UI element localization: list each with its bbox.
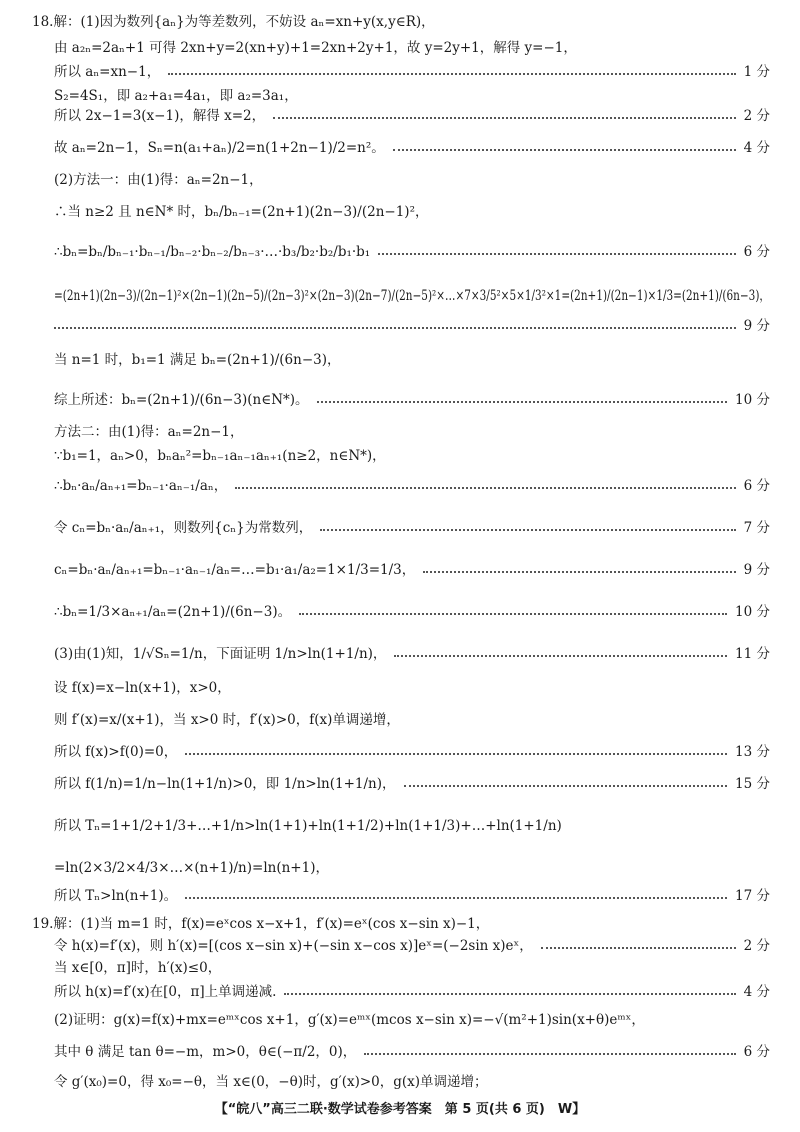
solution-line xyxy=(0,388,770,412)
leader-dots xyxy=(364,1053,736,1055)
solution-line xyxy=(0,856,770,880)
solution-text: 所以 Tₙ>ln(n+1)。 xyxy=(54,888,178,904)
solution-text: 所以 2x−1=3(x−1)，解得 x=2， xyxy=(54,108,266,124)
solution-line xyxy=(0,934,770,958)
solution-text: S₂=4S₁，即 a₂+a₁=4a₁，即 a₂=3a₁， xyxy=(54,88,298,104)
solution-text: 所以 f(1/n)=1/n−ln(1+1/n)>0，即 1/n>ln(1+1/n)， xyxy=(54,776,396,792)
solution-text: 设 f(x)=x−ln(x+1)，x>0， xyxy=(54,680,231,696)
solution-text: 18.解：(1)因为数列{aₙ}为等差数列，不妨设 aₙ=xn+y(x,y∈R)， xyxy=(32,14,435,30)
solution-line xyxy=(0,956,770,980)
solution-text: =ln(2×3/2×4/3×…×(n+1)/n)=ln(n+1)， xyxy=(54,860,329,876)
solution-line xyxy=(0,980,770,1004)
solution-text: 所以 aₙ=xn−1， xyxy=(54,64,161,80)
solution-line xyxy=(0,36,770,60)
leader-dots xyxy=(54,327,736,329)
solution-text: 令 h(x)=f′(x)，则 h′(x)=[(cos x−sin x)+(−sin x−cos x)]eˣ=(−2sin x)eˣ， xyxy=(54,938,533,954)
solution-line xyxy=(0,104,770,128)
score-mark: 6 分 xyxy=(743,1044,770,1060)
solution-line xyxy=(0,1008,770,1032)
solution-line xyxy=(0,60,770,84)
solution-text: ∴bₙ=bₙ/bₙ₋₁·bₙ₋₁/bₙ₋₂·bₙ₋₂/bₙ₋₃·…·b₃/b₂·b₂/b₁·b₁ xyxy=(54,244,371,260)
solution-text: 令 cₙ=bₙ·aₙ/aₙ₊₁，则数列{cₙ}为常数列， xyxy=(54,520,313,536)
solution-text: (3)由(1)知，1/√Sₙ=1/n，下面证明 1/n>ln(1+1/n)， xyxy=(54,646,387,662)
solution-line xyxy=(0,516,770,540)
leader-dots xyxy=(317,401,727,403)
solution-text: 19.解：(1)当 m=1 时，f(x)=eˣcos x−x+1，f′(x)=eˣ(cos x−sin x)−1， xyxy=(32,916,490,932)
solution-text: 当 n=1 时，b₁=1 满足 bₙ=(2n+1)/(6n−3)， xyxy=(54,352,341,368)
solution-line xyxy=(0,1040,770,1064)
solution-text: ∴bₙ·aₙ/aₙ₊₁=bₙ₋₁·aₙ₋₁/aₙ， xyxy=(54,478,228,494)
solution-text: 所以 Tₙ=1+1/2+1/3+…+1/n>ln(1+1)+ln(1+1/2)+ln(1+1/3)+…+ln(1+1/n) xyxy=(54,818,562,834)
solution-text: ∵b₁=1，aₙ>0，bₙaₙ²=bₙ₋₁aₙ₋₁aₙ₊₁(n≥2，n∈N*)， xyxy=(54,448,386,464)
solution-line xyxy=(0,284,770,308)
score-mark: 4 分 xyxy=(743,984,770,1000)
leader-dots xyxy=(185,897,727,899)
solution-line xyxy=(0,642,770,666)
solution-line xyxy=(0,314,770,338)
solution-line xyxy=(0,1070,770,1094)
solution-line xyxy=(0,600,770,624)
score-mark: 2 分 xyxy=(743,108,770,124)
solution-line xyxy=(0,740,770,764)
solution-line xyxy=(0,884,770,908)
solution-line xyxy=(0,474,770,498)
score-mark: 7 分 xyxy=(743,520,770,536)
solution-text: 令 g′(x₀)=0，得 x₀=−θ，当 x∈(0，−θ)时，g′(x)>0，g(x)单调递增； xyxy=(54,1074,488,1090)
leader-dots xyxy=(273,117,736,119)
leader-dots xyxy=(541,947,736,949)
solution-line xyxy=(0,444,770,468)
solution-line xyxy=(0,558,770,582)
solution-text: 则 f′(x)=x/(x+1)，当 x>0 时，f′(x)>0，f(x)单调递增， xyxy=(54,712,400,728)
solution-text: 所以 h(x)=f′(x)在[0，π]上单调递减. xyxy=(54,984,277,1000)
solution-line xyxy=(0,168,770,192)
solution-line xyxy=(0,240,770,264)
score-mark: 2 分 xyxy=(743,938,770,954)
score-mark: 9 分 xyxy=(743,562,770,578)
score-mark: 13 分 xyxy=(735,744,770,760)
solution-text: 方法二：由(1)得：aₙ=2n−1， xyxy=(54,424,244,440)
solution-line xyxy=(0,200,770,224)
solution-text: 综上所述：bₙ=(2n+1)/(6n−3)(n∈N*)。 xyxy=(54,392,309,408)
leader-dots xyxy=(284,993,736,995)
score-mark: 10 分 xyxy=(735,392,770,408)
solution-line xyxy=(0,676,770,700)
leader-dots xyxy=(423,571,736,573)
score-mark: 17 分 xyxy=(735,888,770,904)
score-mark: 15 分 xyxy=(735,776,770,792)
score-mark: 1 分 xyxy=(743,64,770,80)
solution-text: (2)方法一：由(1)得：aₙ=2n−1， xyxy=(54,172,263,188)
score-mark: 6 分 xyxy=(743,478,770,494)
leader-dots xyxy=(185,753,727,755)
solution-line xyxy=(0,420,770,444)
leader-dots xyxy=(168,73,736,75)
solution-line xyxy=(0,708,770,732)
score-mark: 6 分 xyxy=(743,244,770,260)
score-mark: 9 分 xyxy=(743,318,770,334)
solution-line xyxy=(0,772,770,796)
score-mark: 11 分 xyxy=(735,646,770,662)
leader-dots xyxy=(235,487,736,489)
solution-text: 故 aₙ=2n−1，Sₙ=n(a₁+aₙ)/2=n(1+2n−1)/2=n²。 xyxy=(54,140,385,156)
solution-text: ∴bₙ=1/3×aₙ₊₁/aₙ=(2n+1)/(6n−3)。 xyxy=(54,604,292,620)
solution-text: =(2n+1)(2n−3)/(2n−1)²×(2n−1)(2n−5)/(2n−3)²×(2n−3)(2n−7)/(2n−5)²×…×7×3/5²×5×1/3²×1=(2n+1)/(2n−1)×1/3=(2n+1)/(6n−3)， xyxy=(54,288,770,304)
score-mark: 10 分 xyxy=(735,604,770,620)
solution-text: (2)证明：g(x)=f(x)+mx=eᵐˣcos x+1，g′(x)=eᵐˣ(mcos x−sin x)=−√(m²+1)sin(x+θ)eᵐˣ， xyxy=(54,1012,645,1028)
solution-text: 由 a₂ₙ=2aₙ+1 可得 2xn+y=2(xn+y)+1=2xn+2y+1，故 y=2y+1，解得 y=−1， xyxy=(54,40,577,56)
leader-dots xyxy=(394,655,727,657)
leader-dots xyxy=(393,149,736,151)
solution-text: 所以 f(x)>f(0)=0， xyxy=(54,744,178,760)
score-mark: 4 分 xyxy=(743,140,770,156)
leader-dots xyxy=(404,785,727,787)
solution-line xyxy=(0,814,770,838)
solution-line xyxy=(0,10,770,34)
solution-text: 其中 θ 满足 tan θ=−m，m>0，θ∈(−π/2，0)， xyxy=(54,1044,357,1060)
solution-line xyxy=(0,348,770,372)
solution-line xyxy=(0,912,770,936)
leader-dots xyxy=(378,253,736,255)
solution-text: cₙ=bₙ·aₙ/aₙ₊₁=bₙ₋₁·aₙ₋₁/aₙ=…=b₁·a₁/a₂=1×1/3=1/3， xyxy=(54,562,416,578)
solution-line xyxy=(0,136,770,160)
page-footer: 【“皖八”高三二联·数学试卷参考答案 第 5 页(共 6 页) W】 xyxy=(214,1102,586,1117)
leader-dots xyxy=(299,613,727,615)
solution-text: 当 x∈[0，π]时，h′(x)≤0， xyxy=(54,960,222,976)
solution-text: ∴当 n≥2 且 n∈N* 时，bₙ/bₙ₋₁=(2n+1)(2n−3)/(2n−1)²， xyxy=(54,204,429,220)
leader-dots xyxy=(320,529,736,531)
